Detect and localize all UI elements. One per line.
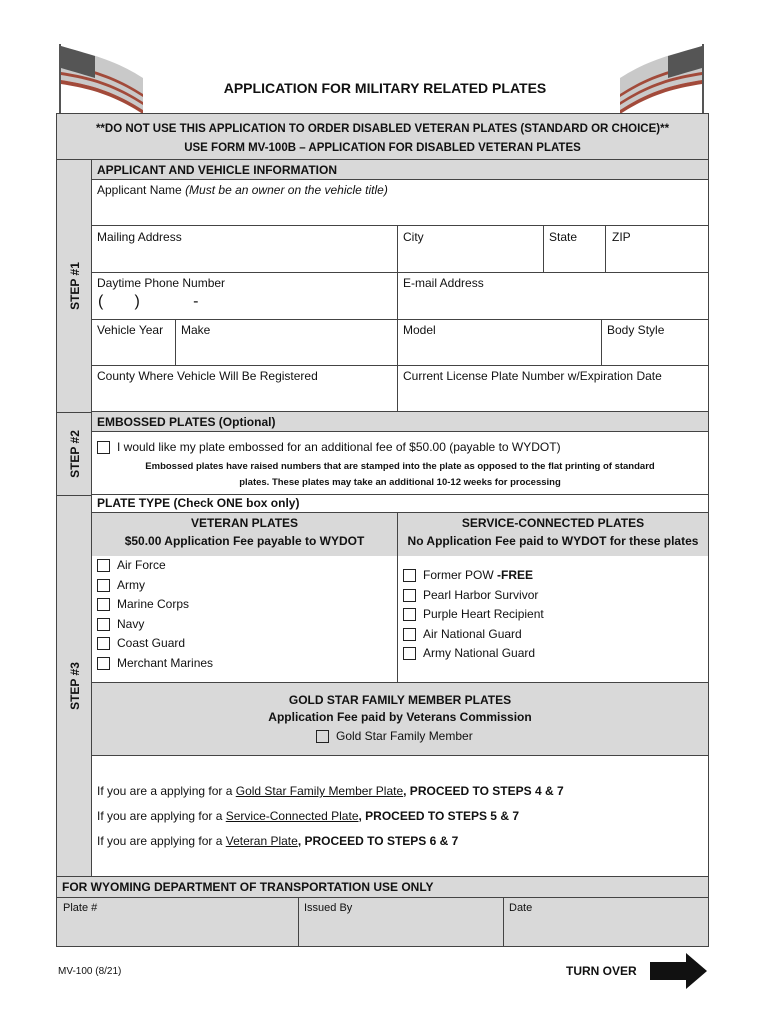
- plate-option[interactable]: [403, 568, 533, 582]
- zip-field[interactable]: [606, 226, 708, 273]
- mailing-address-field[interactable]: [92, 226, 398, 273]
- plate-option[interactable]: [97, 578, 145, 592]
- proceed-instruction: If you are applying for a Service-Connected Plate, PROCEED TO STEPS 5 & 7: [97, 809, 519, 823]
- plate-type-reference: Service-Connected Plate: [225, 809, 359, 823]
- current-plate-field[interactable]: [398, 366, 708, 412]
- vehicle-year-label: Vehicle Year: [97, 323, 164, 337]
- office-use-header: FOR WYOMING DEPARTMENT OF TRANSPORTATION USE ONLY: [62, 880, 434, 894]
- plate-option-checkbox[interactable]: [403, 589, 416, 602]
- vehicle-year-field[interactable]: [92, 320, 176, 366]
- plate-type-reference: Gold Star Family Member Plate: [235, 784, 404, 798]
- embossed-section-header: EMBOSSED PLATES (Optional): [92, 412, 708, 432]
- gold-star-option[interactable]: [316, 729, 473, 743]
- city-label: City: [403, 230, 424, 244]
- body-style-label: Body Style: [607, 323, 665, 337]
- plate-option[interactable]: [97, 617, 144, 631]
- issued-by-label: Issued By: [304, 902, 353, 914]
- proceed-instruction: If you are a applying for a Gold Star Family Member Plate, PROCEED TO STEPS 4 & 7: [97, 784, 564, 798]
- service-connected-heading: SERVICE-CONNECTED PLATES No Application Fee paid to WYDOT for these plates: [407, 516, 699, 548]
- state-field[interactable]: [544, 226, 606, 273]
- plate-type-reference: Veteran Plate: [225, 834, 298, 848]
- plate-option-label: Purple Heart Recipient: [423, 607, 544, 621]
- proceed-instruction: If you are applying for a Veteran Plate, PROCEED TO STEPS 6 & 7: [97, 834, 459, 848]
- body-style-field[interactable]: [602, 320, 708, 366]
- phone-field[interactable]: [92, 273, 398, 320]
- gold-star-checkbox[interactable]: [316, 730, 329, 743]
- plate-option[interactable]: [97, 636, 185, 650]
- mailing-address-label: Mailing Address: [97, 230, 182, 244]
- step-3-label: STEP #3: [67, 661, 82, 710]
- gold-star-label: Gold Star Family Member: [336, 729, 473, 743]
- plate-option-checkbox[interactable]: [403, 569, 416, 582]
- notice-line-2: USE FORM MV-100B – APPLICATION FOR DISABLED VETERAN PLATES: [184, 142, 581, 154]
- state-label: State: [549, 230, 578, 244]
- plate-option-checkbox[interactable]: [97, 657, 110, 670]
- email-label: E-mail Address: [403, 276, 484, 290]
- veteran-plates-heading: VETERAN PLATES $50.00 Application Fee payable to WYDOT: [124, 516, 365, 548]
- plate-option-label: Former POW: [423, 568, 494, 582]
- form-title: APPLICATION FOR MILITARY RELATED PLATES: [223, 80, 547, 96]
- plate-option-checkbox[interactable]: [403, 647, 416, 660]
- free-note: -FREE: [493, 568, 534, 582]
- plate-option[interactable]: [97, 656, 213, 670]
- plate-option-checkbox[interactable]: [97, 618, 110, 631]
- applicant-section-header: APPLICANT AND VEHICLE INFORMATION: [92, 160, 708, 180]
- disabled-veteran-notice: [57, 114, 708, 160]
- plate-option-checkbox[interactable]: [97, 579, 110, 592]
- notice-line-1: **DO NOT USE THIS APPLICATION TO ORDER DISABLED VETERAN PLATES (STANDARD OR CHOICE)**: [95, 123, 670, 135]
- applicant-name-field[interactable]: [92, 180, 708, 226]
- phone-label: Daytime Phone Number: [97, 276, 226, 290]
- plate-type-header: PLATE TYPE (Check ONE box only): [92, 495, 708, 512]
- date-label: Date: [509, 902, 533, 914]
- plate-option-label: Army National Guard: [423, 646, 536, 660]
- plate-option[interactable]: [403, 607, 544, 621]
- turn-over-label: TURN OVER: [566, 964, 637, 978]
- plate-option-label: Air National Guard: [423, 626, 522, 641]
- plate-option-checkbox[interactable]: [97, 598, 110, 611]
- plate-option[interactable]: [97, 597, 189, 611]
- plate-option-label: Merchant Marines: [117, 655, 214, 670]
- plate-option-checkbox[interactable]: [403, 608, 416, 621]
- plate-option[interactable]: [97, 558, 166, 572]
- zip-label: ZIP: [612, 230, 631, 244]
- make-field[interactable]: [176, 320, 398, 366]
- plate-option[interactable]: [403, 646, 535, 660]
- plate-number-label: Plate #: [63, 902, 98, 914]
- plate-option[interactable]: [403, 627, 522, 641]
- plate-option-checkbox[interactable]: [97, 637, 110, 650]
- plate-option-label: Coast Guard: [117, 636, 186, 650]
- applicant-name-label: Applicant Name (Must be an owner on the vehicle title): [97, 183, 388, 197]
- embossed-option[interactable]: [97, 440, 561, 454]
- city-field[interactable]: [398, 226, 544, 273]
- plate-option-label: Army: [117, 577, 145, 592]
- plate-option-label: Air Force: [117, 558, 166, 572]
- plate-option-checkbox[interactable]: [97, 559, 110, 572]
- make-label: Make: [181, 323, 211, 337]
- county-field[interactable]: [92, 366, 398, 412]
- plate-option[interactable]: [403, 588, 538, 602]
- phone-format: ( ) -: [98, 293, 199, 310]
- plate-option-checkbox[interactable]: [403, 628, 416, 641]
- model-field[interactable]: [398, 320, 602, 366]
- gold-star-heading: GOLD STAR FAMILY MEMBER PLATES Application Fee paid by Veterans Commission: [268, 693, 532, 724]
- county-label: County Where Vehicle Will Be Registered: [97, 369, 318, 383]
- email-field[interactable]: [398, 273, 708, 320]
- step-1-label: STEP #1: [67, 262, 82, 310]
- plate-option-label: Marine Corps: [117, 597, 190, 611]
- embossed-checkbox[interactable]: [97, 441, 110, 454]
- step-2-label: STEP #2: [67, 429, 82, 478]
- plate-option-label: Navy: [117, 616, 145, 631]
- embossed-note: Embossed plates have raised numbers that are stamped into the plate as opposed to the flat printing of standard plates. These plates may take an additional 10-12 weeks for processing: [145, 461, 655, 488]
- right-arrow-icon: [650, 953, 708, 989]
- embossed-option-label: I would like my plate embossed for an additional fee of $50.00 (payable to WYDOT): [117, 440, 561, 454]
- current-plate-label: Current License Plate Number w/Expiration Date: [403, 369, 662, 383]
- model-label: Model: [403, 323, 436, 337]
- form-number: MV-100 (8/21): [58, 966, 122, 977]
- plate-option-label: Pearl Harbor Survivor: [423, 587, 539, 602]
